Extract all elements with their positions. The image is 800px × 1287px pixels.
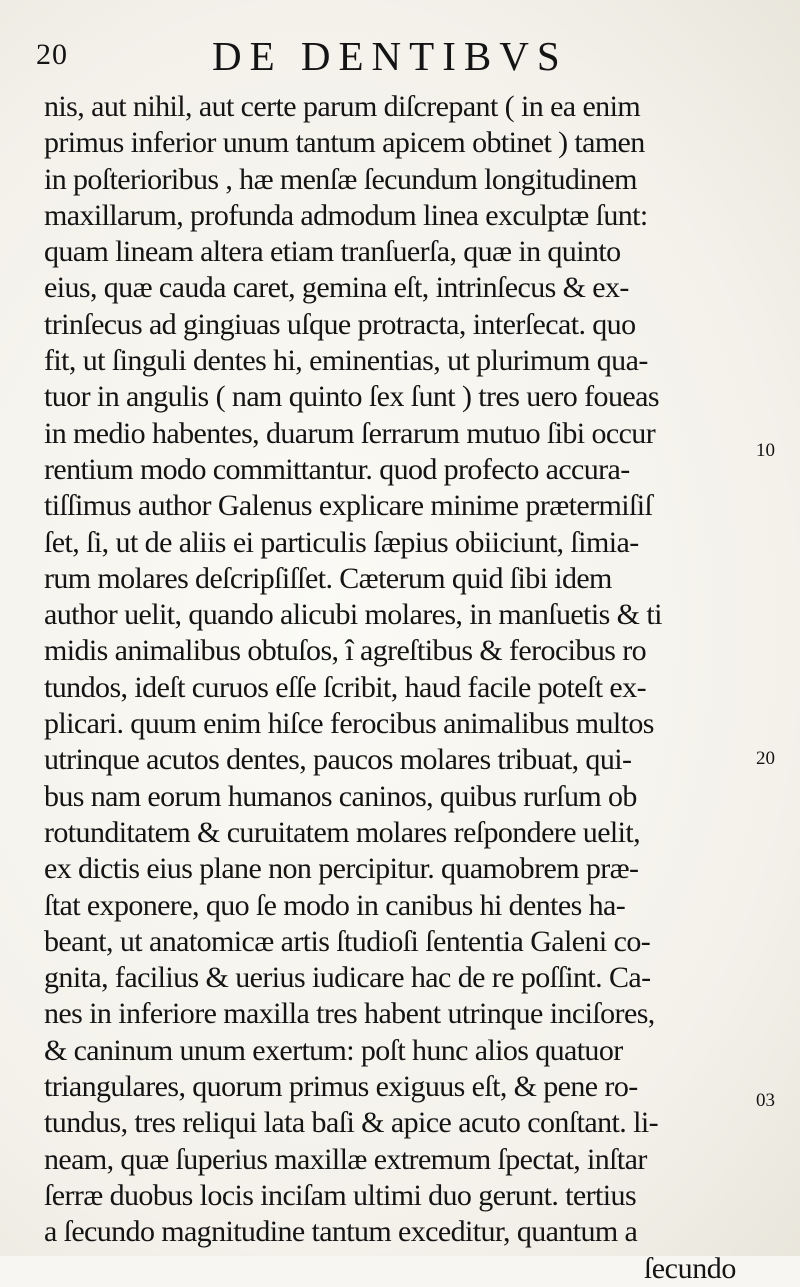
text-line: tuor in angulis ( nam quinto ſex ſunt ) tres uero foueas xyxy=(44,380,659,414)
text-line: tiſſimus author Galenus explicare minime prætermiſiſ xyxy=(44,489,653,523)
text-line: in medio habentes, duarum ſerrarum mutuo ſibi occur xyxy=(44,416,656,450)
page-header xyxy=(36,30,736,90)
text-line: primus inferior unum tantum apicem obtinet ) tamen xyxy=(44,126,645,160)
running-head: DE DENTIBVS xyxy=(212,33,568,79)
text-line: rum molares deſcripſiſſet. Cæterum quid ſibi idem xyxy=(44,561,612,595)
text-block xyxy=(44,89,744,1287)
text-line: tundus, tres reliqui lata baſi & apice acuto conſtant. li- xyxy=(44,1106,659,1140)
text-line: bus nam eorum humanos caninos, quibus rurſum ob xyxy=(44,779,637,813)
text-line: & caninum unum exertum: poſt hunc alios quatuor xyxy=(44,1033,623,1067)
text-line: rotunditatem & curuitatem molares reſpondere uelit, xyxy=(44,815,641,849)
text-line: nis, aut nihil, aut certe parum diſcrepant ( in ea enim xyxy=(44,90,641,123)
text-line: tundos, ideſt curuos eſſe ſcribit, haud facile poteſt ex- xyxy=(44,670,647,704)
text-line: plicari. quum enim hiſce ferocibus animalibus multos xyxy=(44,707,654,741)
text-line: trinſecus ad gingiuas uſque protracta, interſecat. quo xyxy=(44,307,636,341)
text-line: triangulares, quorum primus exiguus eſt, & pene ro- xyxy=(44,1070,638,1104)
margin-line-number: 20 xyxy=(756,748,775,769)
catchword: ſecundo xyxy=(643,1251,736,1285)
text-line: maxillarum, profunda admodum linea exculptæ ſunt: xyxy=(44,198,648,232)
text-line: ex dictis eius plane non percipitur. quamobrem præ- xyxy=(44,852,639,886)
text-line: beant, ut anatomicæ artis ſtudioſi ſententia Galeni co- xyxy=(44,924,651,958)
text-line: author uelit, quando alicubi molares, in manſuetis & ti xyxy=(44,598,662,632)
text-line: ſet, ſi, ut de aliis ei particulis ſæpius obiiciunt, ſimia- xyxy=(44,525,639,559)
text-line: ſerræ duobus locis inciſam ultimi duo gerunt. tertius xyxy=(44,1178,637,1212)
margin-line-number: 03 xyxy=(756,1090,775,1111)
page-number: 20 xyxy=(36,38,68,71)
text-line: a ſecundo magnitudine tantum exceditur, quantum a xyxy=(44,1215,638,1249)
text-line: quam lineam altera etiam tranſuerſa, quæ in quinto xyxy=(44,235,621,269)
margin-line-number: 10 xyxy=(756,440,775,461)
text-line: nes in inferiore maxilla tres habent utrinque inciſores, xyxy=(44,997,655,1031)
text-line: neam, quæ ſuperius maxillæ extremum ſpectat, inſtar xyxy=(44,1142,647,1176)
text-line: utrinque acutos dentes, paucos molares tribuat, qui- xyxy=(44,743,632,777)
text-line: in poſterioribus , hæ menſæ ſecundum longitudinem xyxy=(44,162,637,196)
text-line: midis animalibus obtuſos, î agreſtibus & ferocibus ro xyxy=(44,634,647,668)
text-line: ſtat exponere, quo ſe modo in canibus hi dentes ha- xyxy=(44,888,626,922)
text-line: gnita, facilius & uerius iudicare hac de re poſſint. Ca- xyxy=(44,961,651,995)
text-line: fit, ut ſinguli dentes hi, eminentias, ut plurimum qua- xyxy=(44,344,648,378)
text-line: eius, quæ cauda caret, gemina eſt, intrinſecus & ex- xyxy=(44,271,629,305)
text-line: rentium modo committantur. quod profecto accura- xyxy=(44,452,630,486)
